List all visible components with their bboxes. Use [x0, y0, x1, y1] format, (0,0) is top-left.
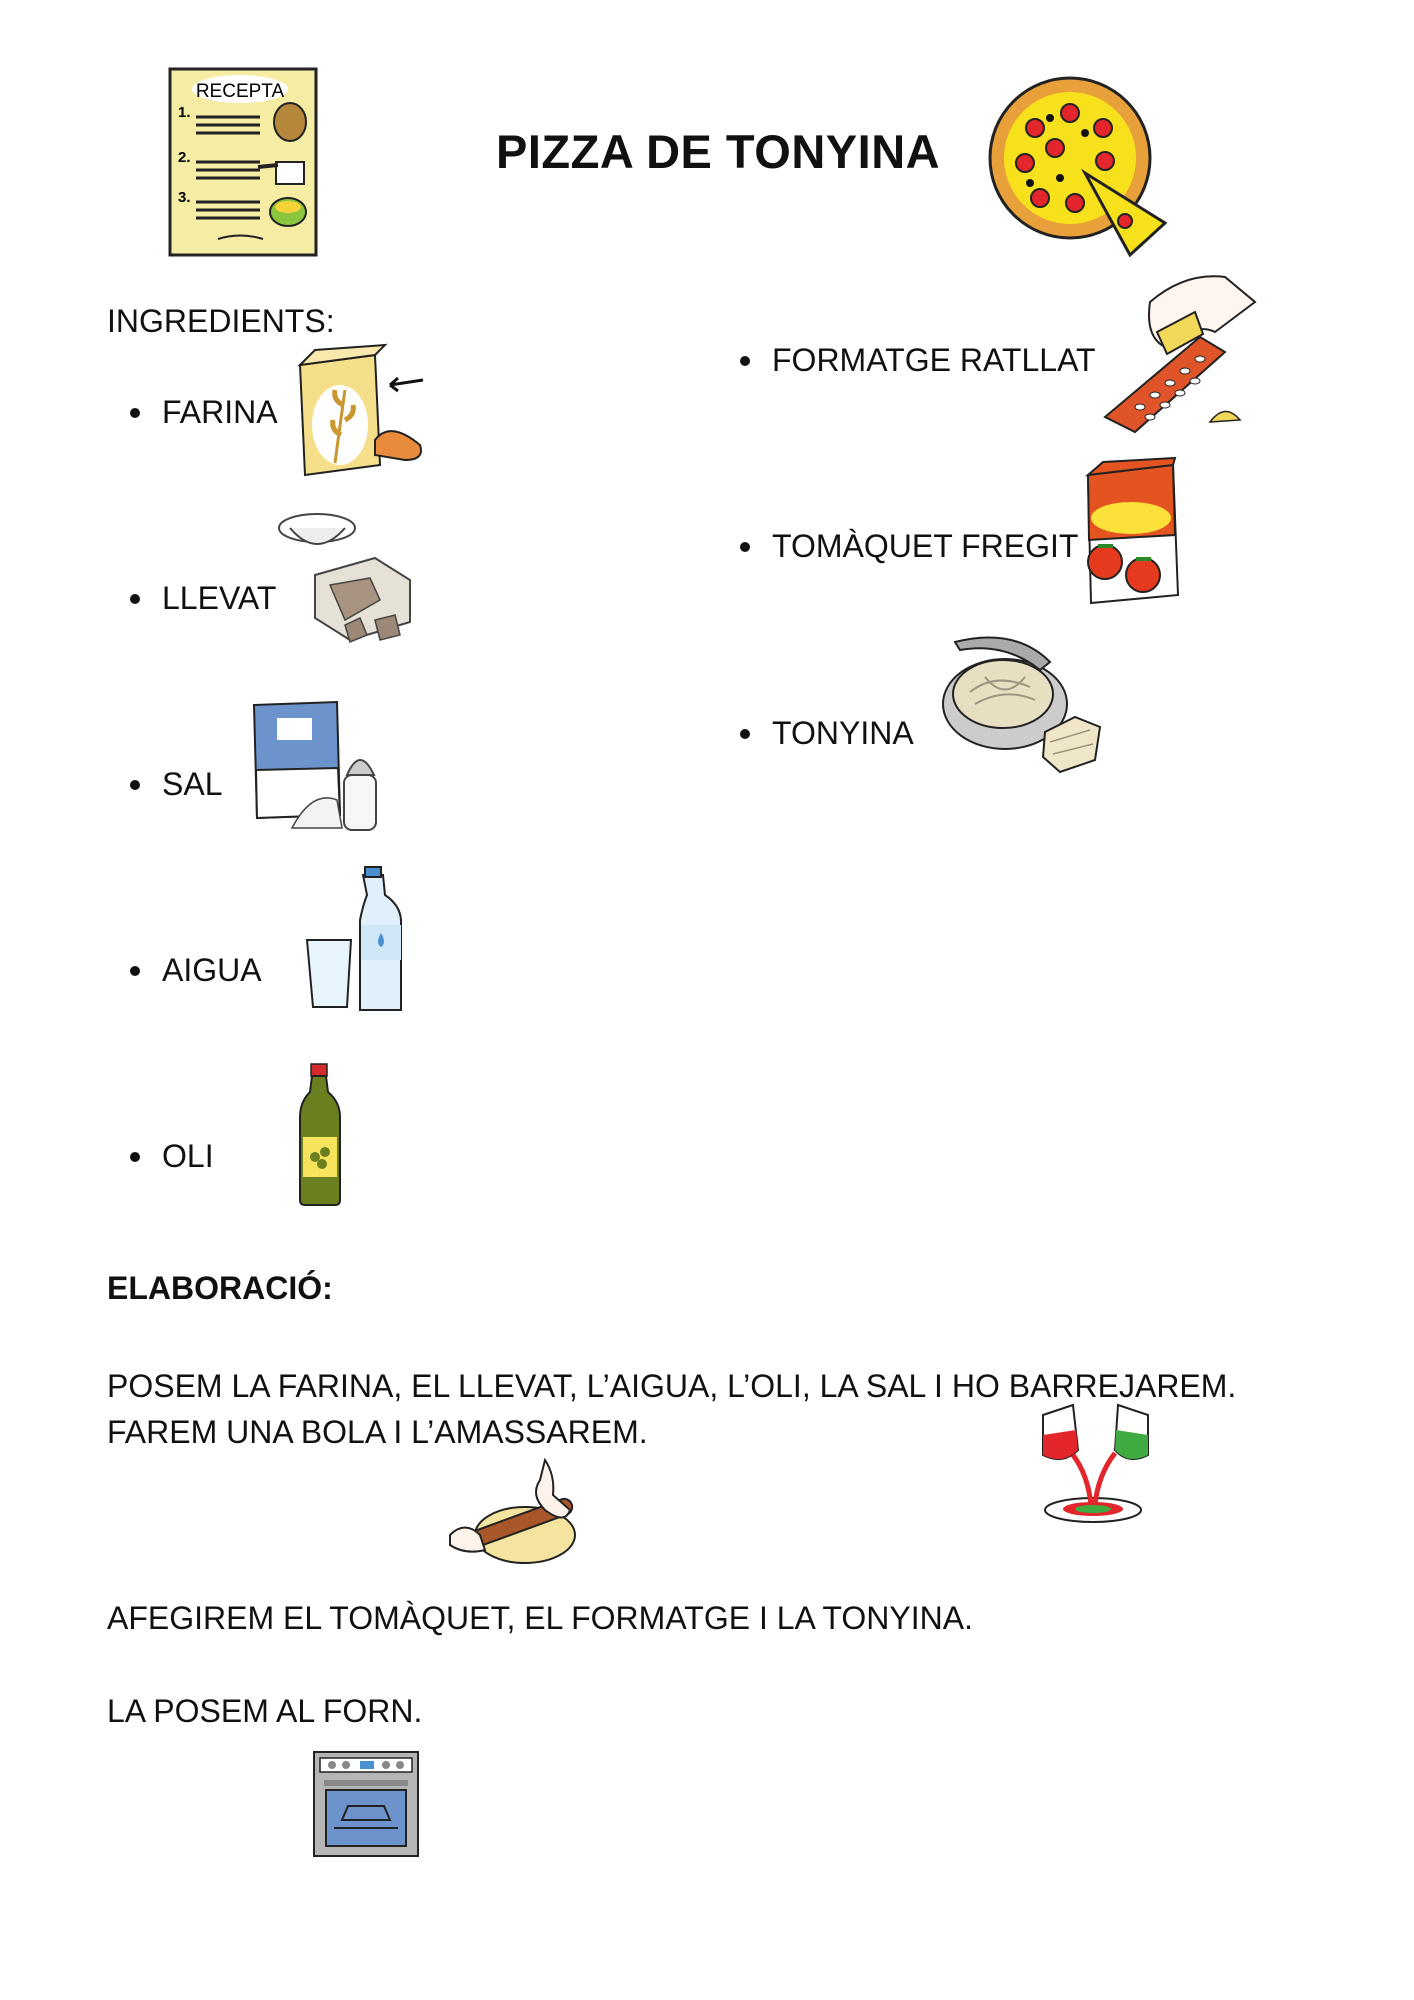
bullet-icon	[130, 966, 140, 976]
svg-text:2.: 2.	[178, 149, 191, 166]
tuna-icon	[935, 632, 1105, 782]
step-2: AFEGIREM EL TOMÀQUET, EL FORMATGE I LA TONYINA.	[107, 1600, 973, 1636]
list-item: TONYINA	[740, 715, 914, 752]
recipe-card-icon	[168, 67, 318, 257]
page-title: PIZZA DE TONYINA	[496, 125, 941, 178]
list-item: OLI	[130, 1138, 214, 1175]
list-item: AIGUA	[130, 952, 262, 989]
water-icon	[305, 865, 415, 1015]
step-1-line-1: POSEM LA FARINA, EL LLEVAT, L’AIGUA, L’OLI, LA SAL I HO BARREJAREM.	[107, 1368, 1237, 1404]
step-3: LA POSEM AL FORN.	[107, 1693, 423, 1729]
oil-icon	[295, 1062, 345, 1207]
bullet-icon	[740, 356, 750, 366]
bullet-icon	[130, 408, 140, 418]
recipe-card-label: RECEPTA	[195, 81, 285, 102]
flour-icon	[295, 345, 435, 480]
grated-cheese-icon	[1095, 272, 1265, 447]
kneading-icon	[445, 1455, 580, 1570]
list-item: SAL	[130, 766, 222, 803]
pizza-icon	[985, 73, 1170, 258]
bullet-icon	[740, 729, 750, 739]
bullet-icon	[130, 1152, 140, 1162]
oven-icon	[312, 1750, 420, 1858]
list-item: TOMÀQUET FREGIT	[740, 528, 1078, 565]
bullet-icon	[130, 780, 140, 790]
list-item: LLEVAT	[130, 580, 276, 617]
list-item: FORMATGE RATLLAT	[740, 342, 1096, 379]
bullet-icon	[130, 594, 140, 604]
bullet-icon	[740, 542, 750, 552]
svg-text:1.: 1.	[178, 104, 191, 121]
salt-icon	[252, 700, 392, 835]
elaboration-heading: ELABORACIÓ:	[107, 1270, 333, 1306]
yeast-icon	[275, 510, 415, 650]
svg-text:3.: 3.	[178, 189, 191, 206]
fried-tomato-icon	[1083, 460, 1183, 605]
ingredients-heading: INGREDIENTS:	[107, 303, 335, 339]
step-1-line-2: FAREM UNA BOLA I L’AMASSAREM.	[107, 1414, 648, 1450]
list-item: FARINA	[130, 394, 278, 431]
mixing-icon	[1033, 1405, 1163, 1525]
